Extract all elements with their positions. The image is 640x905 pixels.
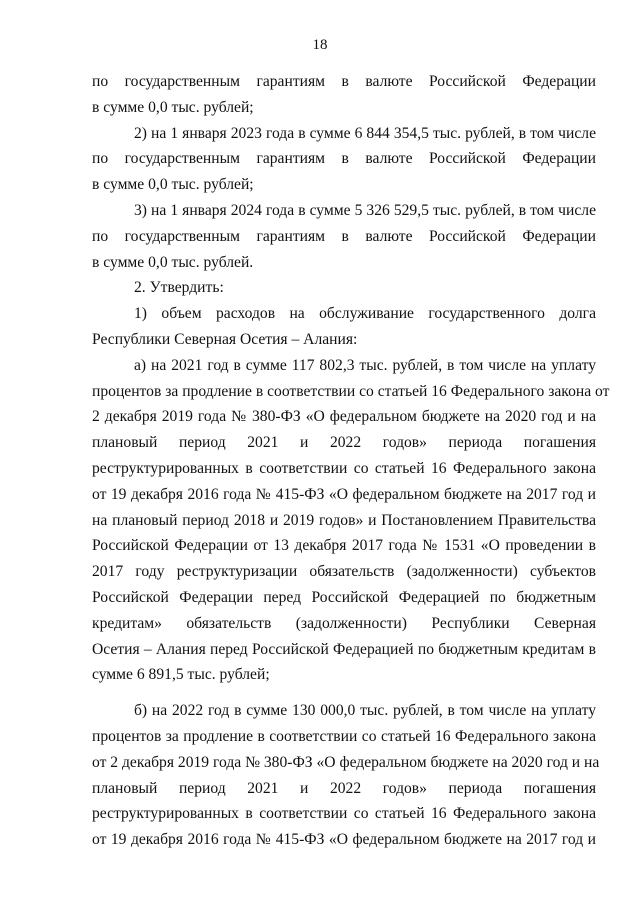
paragraph-gap	[92, 688, 596, 698]
text-line: реструктурированных в соответствии со статьей 16 Федерального закона	[92, 805, 596, 823]
text-line: 1) объем расходов на обслуживание государственного долга	[134, 305, 596, 323]
text-line: процентов за продление в соответствии со статьей 16 Федерального закона	[92, 727, 596, 745]
text-line: Российской Федерации перед Российской Федерацией по бюджетным	[92, 588, 596, 606]
text-line: плановый период 2021 и 2022 годов» периода погашения	[92, 779, 596, 797]
text-line: в сумме 0,0 тыс. рублей;	[92, 176, 254, 194]
text-line: по государственным гарантиям в валюте Российской Федерации	[92, 150, 596, 168]
text-line: 2017 году реструктуризации обязательств (задолженности) субъектов	[92, 563, 596, 581]
text-line: по государственным гарантиям в валюте Российской Федерации	[92, 73, 596, 90]
text-line: по государственным гарантиям в валюте Российской Федерации	[92, 227, 596, 245]
text-line: кредитам» обязательств (задолженности) Республики Северная	[92, 614, 596, 632]
text-line: от 19 декабря 2016 года № 415-ФЗ «О федеральном бюджете на 2017 год и	[92, 485, 596, 503]
text-line: б) на 2022 год в сумме 130 000,0 тыс. рублей, в том числе на уплату	[134, 702, 596, 720]
page-number: 18	[312, 37, 328, 53]
text-line: Республики Северная Осетия – Алания:	[92, 330, 358, 348]
text-line: в сумме 0,0 тыс. рублей.	[92, 253, 254, 271]
text-line: на плановый период 2018 и 2019 годов» и Постановлением Правительства	[92, 511, 596, 529]
text-line: реструктурированных в соответствии со статьей 16 Федерального закона	[92, 459, 596, 477]
document-body	[92, 69, 610, 853]
text-line: 2. Утвердить:	[134, 279, 224, 297]
text-line: сумме 6 891,5 тыс. рублей;	[92, 666, 270, 684]
text-line: 2) на 1 января 2023 года в сумме 6 844 354,5 тыс. рублей, в том числе	[134, 124, 596, 142]
text-line: процентов за продление в соответствии со статьей 16 Федерального закона от	[92, 382, 610, 400]
text-line: 2 декабря 2019 года № 380-ФЗ «О федеральном бюджете на 2020 год и на	[92, 408, 596, 426]
text-line: 3) на 1 января 2024 года в сумме 5 326 529,5 тыс. рублей, в том числе	[134, 201, 596, 219]
text-line: а) на 2021 год в сумме 117 802,3 тыс. рублей, в том числе на уплату	[134, 356, 596, 374]
text-line: от 2 декабря 2019 года № 380-ФЗ «О федеральном бюджете на 2020 год и на	[92, 753, 600, 771]
text-line: от 19 декабря 2016 года № 415-ФЗ «О федеральном бюджете на 2017 год и	[92, 831, 596, 849]
text-line: Осетия – Алания перед Российской Федерацией по бюджетным кредитам в	[92, 640, 596, 658]
text-line: Российской Федерации от 13 декабря 2017 года № 1531 «О проведении в	[92, 537, 596, 555]
text-line: плановый период 2021 и 2022 годов» периода погашения	[92, 434, 596, 452]
text-line: в сумме 0,0 тыс. рублей;	[92, 98, 254, 116]
